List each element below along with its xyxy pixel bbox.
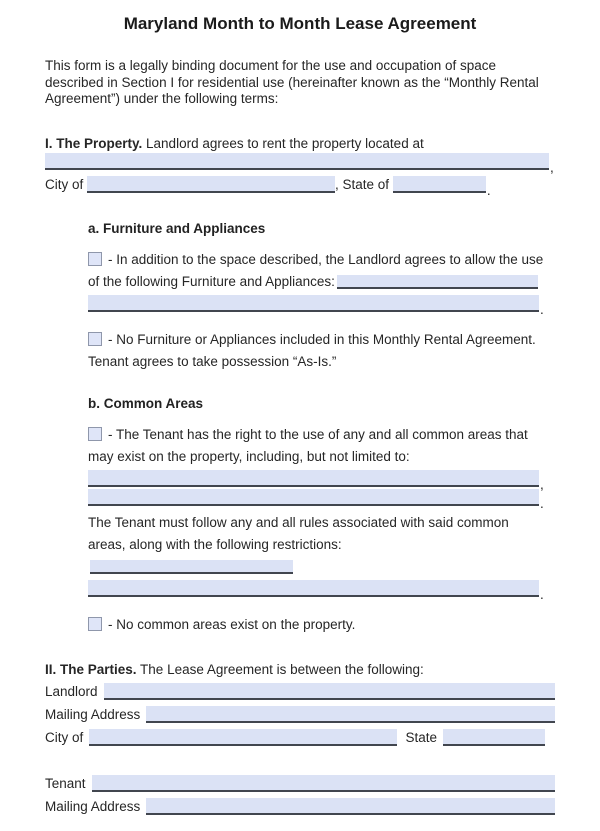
- city-state-period: .: [486, 182, 491, 198]
- tenant-row: [45, 775, 555, 792]
- common-areas-list-row-2: [88, 489, 545, 511]
- landlord-mailing-address-field[interactable]: [146, 706, 555, 723]
- address-comma: ,: [550, 159, 554, 175]
- landlord-state-field[interactable]: [443, 729, 545, 746]
- subsection-b-heading: b. Common Areas: [88, 395, 204, 411]
- subsection-a-heading: a. Furniture and Appliances: [88, 220, 266, 236]
- landlord-row: [45, 683, 555, 700]
- furniture-include-checkbox[interactable]: [88, 252, 102, 266]
- tenant-mailing-address-field[interactable]: [146, 798, 555, 815]
- property-address-field[interactable]: [45, 153, 549, 170]
- property-state-field[interactable]: [393, 176, 486, 193]
- state-of-label: , State of: [335, 176, 393, 192]
- restrictions-field-line2[interactable]: [88, 580, 539, 597]
- landlord-city-label: City of: [45, 729, 84, 745]
- tenant-mailing-label: Mailing Address: [45, 798, 141, 814]
- landlord-label: Landlord: [45, 683, 98, 699]
- common-areas-rights-option: [88, 424, 545, 468]
- common-areas-rights-checkbox[interactable]: [88, 427, 102, 441]
- common-areas-field-line2[interactable]: [88, 489, 539, 506]
- furniture-include-option: [88, 249, 545, 293]
- landlord-city-field[interactable]: [89, 729, 397, 746]
- page-title: Maryland Month to Month Lease Agreement: [123, 14, 477, 33]
- property-city-state-row: [45, 176, 555, 198]
- tenant-mailing-row: [45, 798, 555, 815]
- landlord-city-state-row: [45, 729, 555, 746]
- common-areas-comma: ,: [540, 476, 544, 492]
- property-city-field[interactable]: [87, 176, 335, 193]
- section-2-heading: [45, 662, 555, 677]
- restrictions-row-2: [88, 580, 545, 602]
- section-1-heading-text: Landlord agrees to rent the property located at: [142, 135, 424, 151]
- section-2-heading-text: The Lease Agreement is between the following:: [136, 661, 424, 677]
- common-areas-period: .: [540, 495, 544, 511]
- furniture-list-row-2: [88, 295, 545, 317]
- furniture-list-field[interactable]: [337, 275, 538, 289]
- common-areas-rules-text: The Tenant must follow any and all rules associated with said common areas, along with the following restrictions:: [88, 514, 509, 552]
- intro-paragraph: This form is a legally binding document for the use and occupation of space described in Section I for residential use (hereinafter known as the “Monthly Rental Agreement”) under the following terms:: [45, 58, 539, 106]
- restrictions-period: .: [540, 586, 544, 602]
- city-of-label: City of: [45, 176, 88, 192]
- furniture-list-period: .: [540, 301, 544, 317]
- common-areas-rules-paragraph: [88, 512, 545, 578]
- section-1-subsections: [88, 221, 545, 636]
- section-1-heading: [45, 136, 555, 151]
- common-areas-field-line1[interactable]: [88, 470, 539, 487]
- tenant-label: Tenant: [45, 775, 86, 791]
- landlord-mailing-label: Mailing Address: [45, 706, 141, 722]
- no-common-areas-option: [88, 614, 545, 636]
- furniture-none-option: [88, 329, 545, 373]
- section-1-number: I. The Property.: [45, 135, 143, 151]
- furniture-include-text: - In addition to the space described, the Landlord agrees to allow the use of the following Furniture and Appliances:: [88, 251, 544, 289]
- no-common-areas-text: - No common areas exist on the property.: [108, 616, 356, 632]
- property-address-row: [45, 153, 555, 175]
- landlord-mailing-row: [45, 706, 555, 723]
- landlord-name-field[interactable]: [104, 683, 555, 700]
- landlord-state-label: State: [405, 729, 437, 745]
- no-common-areas-checkbox[interactable]: [88, 617, 102, 631]
- section-2-number: II. The Parties.: [45, 661, 137, 677]
- furniture-list-field-line2[interactable]: [88, 295, 539, 312]
- furniture-none-text: - No Furniture or Appliances included in this Monthly Rental Agreement. Tenant agrees to take possession “As-Is.”: [88, 331, 536, 369]
- restrictions-field[interactable]: [90, 560, 293, 574]
- common-areas-rights-text: - The Tenant has the right to the use of any and all common areas that may exist on the property, including, but not limited to:: [88, 426, 528, 464]
- common-areas-list-row-1: [88, 470, 545, 492]
- tenant-name-field[interactable]: [92, 775, 555, 792]
- furniture-none-checkbox[interactable]: [88, 332, 102, 346]
